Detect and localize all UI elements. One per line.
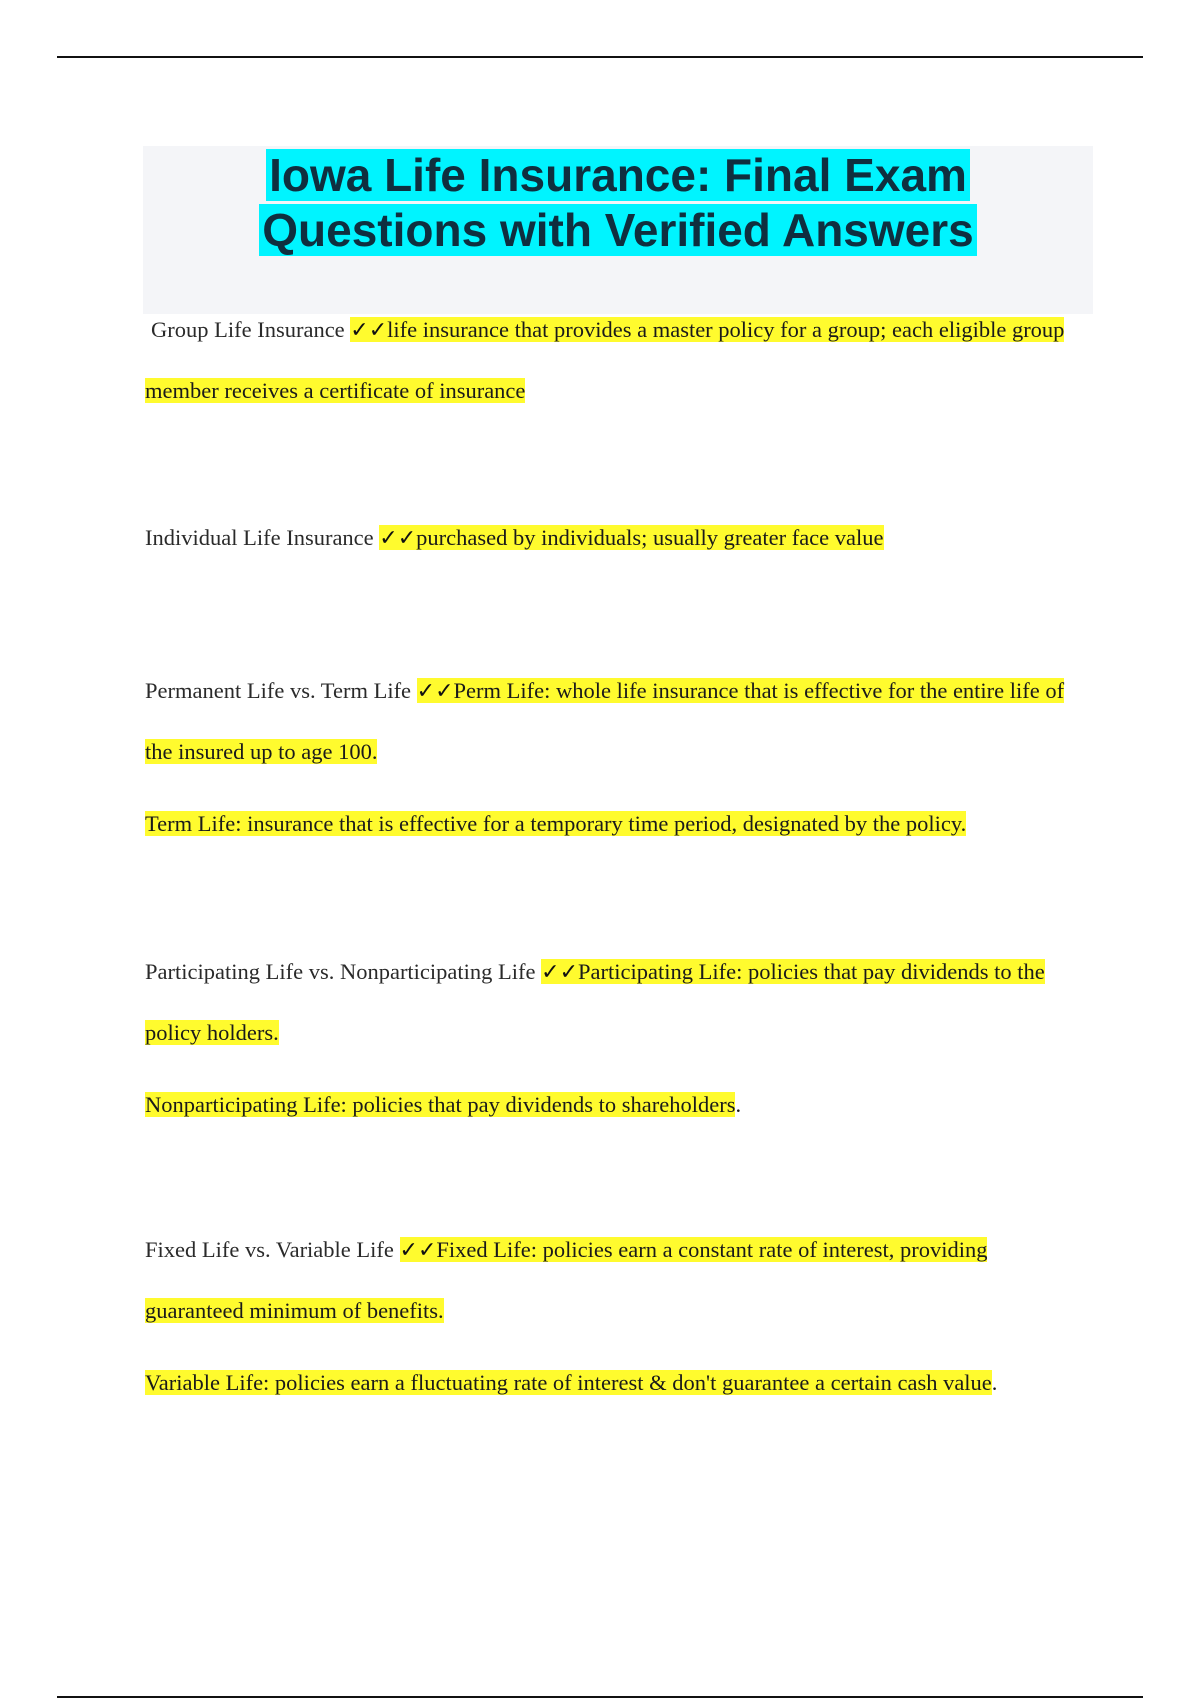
- qa-line: [145, 1220, 1085, 1341]
- answer-text: Fixed Life: policies earn a constant rate of interest, providing guaranteed minimum of benefits.: [145, 1237, 988, 1323]
- qa-extra-line: [145, 1075, 1085, 1135]
- qa-entry-group-life: [145, 300, 1085, 421]
- question-term: Group Life Insurance: [151, 317, 345, 342]
- title-banner: [143, 146, 1093, 314]
- trailing-period: .: [735, 1092, 742, 1117]
- qa-line: [145, 508, 1085, 569]
- extra-answer-text: Term Life: insurance that is effective for a temporary time period, designated by the policy.: [145, 811, 967, 836]
- check-icon: ✓✓: [541, 960, 579, 985]
- qa-entry-individual-life: [145, 508, 1085, 569]
- check-icon: ✓✓: [416, 679, 454, 704]
- question-term: Individual Life Insurance: [145, 525, 374, 550]
- check-icon: ✓✓: [399, 1238, 437, 1263]
- title-line-1: Iowa Life Insurance: Final Exam: [143, 148, 1093, 203]
- qa-entry-fixed-vs-variable: [145, 1220, 1085, 1413]
- bottom-rule: [57, 1696, 1143, 1698]
- extra-answer-text: Variable Life: policies earn a fluctuating rate of interest & don't guarantee a certain cash value: [145, 1370, 992, 1395]
- qa-line: [145, 661, 1085, 782]
- answer-text: purchased by individuals; usually greater face value: [416, 525, 884, 550]
- top-rule: [57, 56, 1143, 58]
- qa-line: [145, 942, 1085, 1063]
- check-icon: ✓✓: [350, 318, 388, 343]
- trailing-period: .: [991, 1370, 998, 1395]
- question-term: Permanent Life vs. Term Life: [145, 678, 412, 703]
- answer-text: Perm Life: whole life insurance that is effective for the entire life of the insured up to age 100.: [145, 678, 1065, 764]
- check-icon: ✓✓: [379, 526, 417, 551]
- extra-answer-text: Nonparticipating Life: policies that pay dividends to shareholders: [145, 1092, 736, 1117]
- question-term: Fixed Life vs. Variable Life: [145, 1237, 394, 1262]
- qa-line: [145, 300, 1085, 421]
- answer-text: life insurance that provides a master policy for a group; each eligible group member receives a certificate of insurance: [145, 317, 1065, 403]
- qa-entry-permanent-vs-term: [145, 661, 1085, 854]
- question-term: Participating Life vs. Nonparticipating Life: [145, 959, 536, 984]
- answer-text: Participating Life: policies that pay dividends to the policy holders.: [145, 959, 1045, 1045]
- qa-extra-line: [145, 1353, 1085, 1413]
- title-line-2: Questions with Verified Answers: [143, 203, 1093, 258]
- answer-highlight: [379, 525, 883, 550]
- qa-entry-participating: [145, 942, 1085, 1135]
- qa-extra-line: [145, 794, 1085, 854]
